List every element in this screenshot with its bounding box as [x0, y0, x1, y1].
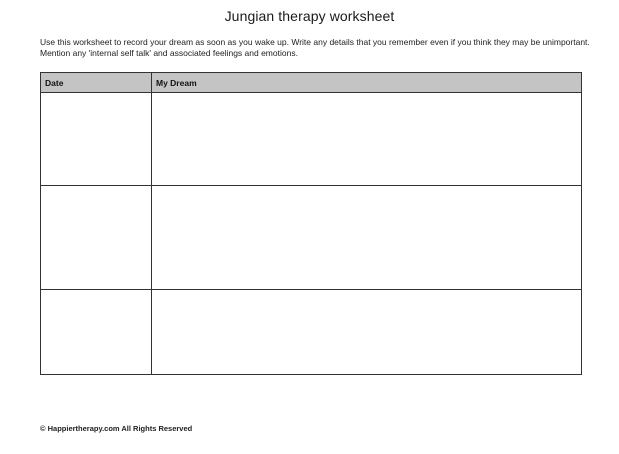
dream-cell[interactable]	[152, 290, 582, 375]
table-header-row	[41, 73, 582, 93]
date-cell[interactable]	[41, 93, 152, 186]
dream-cell[interactable]	[152, 186, 582, 290]
column-header-my-dream: My Dream	[152, 73, 582, 93]
table-row	[41, 93, 582, 186]
dream-cell[interactable]	[152, 93, 582, 186]
dream-log-table	[40, 72, 582, 375]
table-row	[41, 290, 582, 375]
instructions-text: Use this worksheet to record your dream as soon as you wake up. Write any details that you remember even if you think they may be unimportant. Mention any 'internal self talk' and associated feelings and emotions.	[40, 37, 590, 58]
date-cell[interactable]	[41, 186, 152, 290]
column-header-date: Date	[41, 73, 152, 93]
copyright-footer: © Happiertherapy.com All Rights Reserved	[40, 424, 193, 433]
date-cell[interactable]	[41, 290, 152, 375]
table-row	[41, 186, 582, 290]
page-title: Jungian therapy worksheet	[224, 8, 395, 24]
